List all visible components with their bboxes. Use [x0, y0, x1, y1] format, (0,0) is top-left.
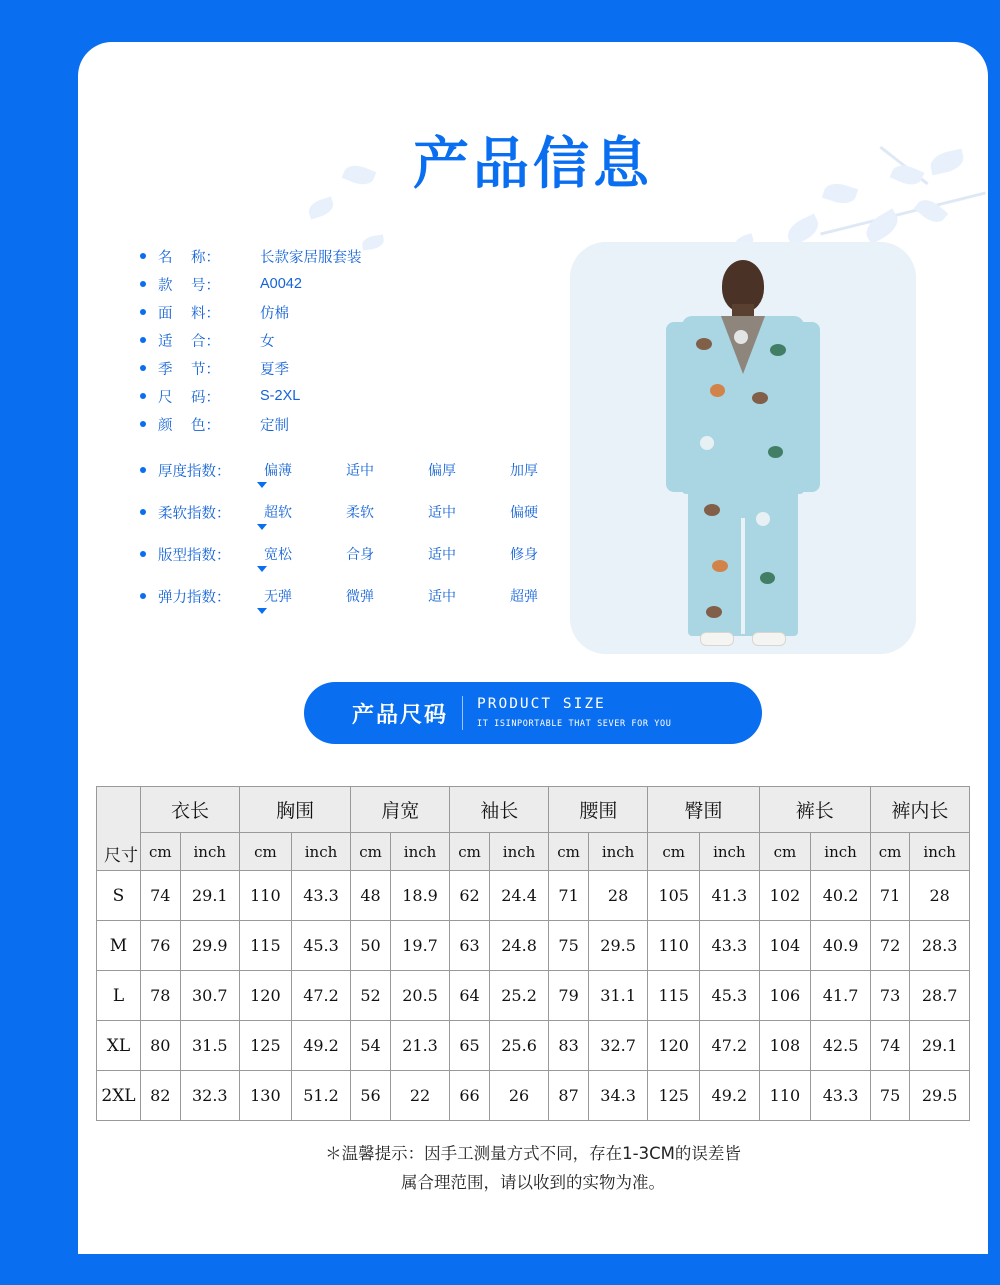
cell: 40.2 [811, 871, 871, 921]
unit-header: inch [700, 833, 760, 871]
index-option: 超弹 [510, 588, 538, 604]
print-motif [770, 344, 786, 356]
attribute-label: 款 号： [158, 277, 221, 294]
list-item [140, 298, 470, 326]
table-row [97, 921, 970, 971]
bullet-icon [140, 365, 146, 371]
index-label: 版型指数： [158, 548, 231, 564]
cell: 19.7 [390, 921, 450, 971]
cell: 34.3 [588, 1071, 648, 1121]
cell: 20.5 [390, 971, 450, 1021]
cell: 45.3 [700, 971, 760, 1021]
cell: 110 [759, 1071, 811, 1121]
size-label: L [97, 971, 141, 1021]
measure-header: 裤长 [759, 787, 870, 833]
table-header-row [97, 787, 970, 833]
print-motif [696, 338, 712, 350]
index-marker-icon [257, 482, 267, 488]
size-label: XL [97, 1021, 141, 1071]
list-item [140, 326, 470, 354]
cell: 52 [351, 971, 391, 1021]
leg-gap [741, 518, 745, 634]
cell: 71 [870, 871, 910, 921]
cell: 125 [648, 1071, 700, 1121]
cell: 26 [489, 1071, 549, 1121]
v-neck-opening [721, 316, 765, 374]
index-label: 柔软指数： [158, 506, 231, 522]
index-option: 加厚 [510, 462, 538, 478]
table-row [97, 871, 970, 921]
size-table-wrapper [96, 786, 970, 1121]
cell: 76 [141, 921, 181, 971]
list-item [140, 382, 470, 410]
index-marker-icon [257, 608, 267, 614]
cell: 115 [648, 971, 700, 1021]
unit-header: cm [351, 833, 391, 871]
attribute-label: 适 合： [158, 333, 221, 350]
attribute-value: A0042 [260, 276, 302, 292]
cell: 22 [390, 1071, 450, 1121]
cell: 47.2 [700, 1021, 760, 1071]
index-option: 柔软 [346, 504, 374, 520]
unit-header: cm [141, 833, 181, 871]
size-label: 2XL [97, 1071, 141, 1121]
cell: 31.1 [588, 971, 648, 1021]
measure-header: 胸围 [240, 787, 351, 833]
cell: 71 [549, 871, 589, 921]
attribute-value: 定制 [260, 417, 289, 434]
index-marker-icon [257, 566, 267, 572]
cell: 28 [588, 871, 648, 921]
cell: 66 [450, 1071, 490, 1121]
attribute-label: 面 料： [158, 305, 221, 322]
cell: 75 [549, 921, 589, 971]
note-line-1: ＊温馨提示：因手工测量方式不同，存在1-3CM的误差皆 [325, 1144, 741, 1163]
attribute-value: 夏季 [260, 361, 289, 378]
index-label: 弹力指数： [158, 590, 231, 606]
unit-header: cm [240, 833, 292, 871]
cell: 74 [870, 1021, 910, 1071]
table-row [97, 971, 970, 1021]
print-motif [712, 560, 728, 572]
cell: 49.2 [700, 1071, 760, 1121]
unit-header: inch [489, 833, 549, 871]
banner-title-en: PRODUCT SIZE [477, 695, 606, 712]
cell: 43.3 [291, 871, 351, 921]
size-label: S [97, 871, 141, 921]
slipper-right [752, 632, 786, 646]
bullet-icon [140, 337, 146, 343]
list-item [140, 354, 470, 382]
cell: 64 [450, 971, 490, 1021]
unit-header: inch [180, 833, 240, 871]
index-label: 厚度指数： [158, 464, 231, 480]
cell: 80 [141, 1021, 181, 1071]
index-option: 合身 [346, 546, 374, 562]
product-info-card [78, 42, 988, 1254]
cell: 102 [759, 871, 811, 921]
index-marker-icon [257, 524, 267, 530]
table-unit-row [97, 833, 970, 871]
print-motif [700, 436, 714, 450]
bullet-icon [140, 551, 146, 557]
cell: 62 [450, 871, 490, 921]
model-illustration [682, 260, 804, 636]
measure-header: 肩宽 [351, 787, 450, 833]
index-option: 超软 [264, 504, 292, 520]
size-label: M [97, 921, 141, 971]
cell: 29.1 [910, 1021, 970, 1071]
cell: 29.5 [910, 1071, 970, 1121]
cell: 18.9 [390, 871, 450, 921]
cell: 41.7 [811, 971, 871, 1021]
cell: 120 [240, 971, 292, 1021]
cell: 32.3 [180, 1071, 240, 1121]
cell: 43.3 [811, 1071, 871, 1121]
cell: 49.2 [291, 1021, 351, 1071]
attribute-value: 仿棉 [260, 305, 289, 322]
measurement-note [78, 1140, 988, 1198]
attribute-label: 季 节： [158, 361, 221, 378]
size-table [96, 786, 970, 1121]
index-option: 适中 [428, 504, 456, 520]
cell: 28.7 [910, 971, 970, 1021]
cell: 115 [240, 921, 292, 971]
cell: 47.2 [291, 971, 351, 1021]
index-scale-group [140, 460, 540, 628]
measure-header: 裤内长 [870, 787, 969, 833]
cell: 51.2 [291, 1071, 351, 1121]
unit-header: cm [870, 833, 910, 871]
cell: 79 [549, 971, 589, 1021]
unit-header: cm [450, 833, 490, 871]
cell: 108 [759, 1021, 811, 1071]
cell: 29.9 [180, 921, 240, 971]
index-option: 适中 [428, 546, 456, 562]
cell: 29.1 [180, 871, 240, 921]
cell: 83 [549, 1021, 589, 1071]
cell: 25.6 [489, 1021, 549, 1071]
unit-header: inch [910, 833, 970, 871]
note-line-2: 属合理范围，请以收到的实物为准。 [401, 1172, 665, 1192]
list-item [140, 270, 470, 298]
cell: 82 [141, 1071, 181, 1121]
print-motif [760, 572, 775, 584]
unit-header: inch [811, 833, 871, 871]
cell: 110 [240, 871, 292, 921]
index-option: 修身 [510, 546, 538, 562]
cell: 24.8 [489, 921, 549, 971]
measure-header: 衣长 [141, 787, 240, 833]
cell: 29.5 [588, 921, 648, 971]
print-motif [768, 446, 783, 458]
index-option: 适中 [346, 462, 374, 478]
attribute-value: S-2XL [260, 388, 301, 404]
bullet-icon [140, 509, 146, 515]
divider [462, 696, 463, 730]
cell: 28.3 [910, 921, 970, 971]
print-motif [704, 504, 720, 516]
index-row-softness [140, 502, 540, 525]
cell: 110 [648, 921, 700, 971]
unit-header: cm [759, 833, 811, 871]
attribute-label: 名 称： [158, 249, 221, 266]
measure-header: 臀围 [648, 787, 759, 833]
print-motif [756, 512, 770, 526]
bullet-icon [140, 253, 146, 259]
list-item [140, 410, 470, 438]
product-attribute-list [140, 242, 470, 438]
banner-subtitle-en: IT ISINPORTABLE THAT SEVER FOR YOU [477, 719, 672, 730]
attribute-value: 长款家居服套装 [260, 249, 362, 266]
index-option: 微弹 [346, 588, 374, 604]
cell: 40.9 [811, 921, 871, 971]
index-option: 宽松 [264, 546, 292, 562]
bullet-icon [140, 593, 146, 599]
cell: 25.2 [489, 971, 549, 1021]
banner-title-cn: 产品尺码 [352, 702, 449, 728]
attribute-label: 颜 色： [158, 417, 221, 434]
page-title: 产品信息 [413, 132, 653, 197]
list-item [140, 242, 470, 270]
cell: 78 [141, 971, 181, 1021]
print-motif [734, 330, 748, 344]
cell: 104 [759, 921, 811, 971]
index-option: 适中 [428, 588, 456, 604]
cell: 42.5 [811, 1021, 871, 1071]
unit-header: cm [648, 833, 700, 871]
index-option: 偏硬 [510, 504, 538, 520]
table-corner-label: 尺寸 [97, 787, 141, 871]
table-row [97, 1021, 970, 1071]
cell: 30.7 [180, 971, 240, 1021]
slipper-left [700, 632, 734, 646]
cell: 43.3 [700, 921, 760, 971]
cell: 72 [870, 921, 910, 971]
bullet-icon [140, 281, 146, 287]
unit-header: cm [549, 833, 589, 871]
cell: 28 [910, 871, 970, 921]
bullet-icon [140, 309, 146, 315]
cell: 41.3 [700, 871, 760, 921]
cell: 120 [648, 1021, 700, 1071]
cell: 50 [351, 921, 391, 971]
index-option: 无弹 [264, 588, 292, 604]
bullet-icon [140, 467, 146, 473]
print-motif [752, 392, 768, 404]
cell: 65 [450, 1021, 490, 1071]
cell: 106 [759, 971, 811, 1021]
unit-header: inch [291, 833, 351, 871]
product-size-banner [304, 682, 762, 744]
cell: 87 [549, 1071, 589, 1121]
cell: 45.3 [291, 921, 351, 971]
cell: 105 [648, 871, 700, 921]
attribute-value: 女 [260, 333, 275, 350]
print-motif [706, 606, 722, 618]
bullet-icon [140, 421, 146, 427]
cell: 63 [450, 921, 490, 971]
index-row-thickness [140, 460, 540, 483]
cell: 130 [240, 1071, 292, 1121]
cell: 73 [870, 971, 910, 1021]
print-motif [710, 384, 725, 397]
index-row-elasticity [140, 586, 540, 609]
cell: 24.4 [489, 871, 549, 921]
cell: 125 [240, 1021, 292, 1071]
unit-header: inch [588, 833, 648, 871]
cell: 54 [351, 1021, 391, 1071]
cell: 21.3 [390, 1021, 450, 1071]
index-row-fit [140, 544, 540, 567]
table-row [97, 1071, 970, 1121]
cell: 74 [141, 871, 181, 921]
index-option: 偏薄 [264, 462, 292, 478]
cell: 48 [351, 871, 391, 921]
unit-header: inch [390, 833, 450, 871]
measure-header: 腰围 [549, 787, 648, 833]
product-photo [570, 242, 916, 654]
index-option: 偏厚 [428, 462, 456, 478]
attribute-label: 尺 码： [158, 389, 221, 406]
measure-header: 袖长 [450, 787, 549, 833]
cell: 75 [870, 1071, 910, 1121]
bullet-icon [140, 393, 146, 399]
cell: 31.5 [180, 1021, 240, 1071]
cell: 56 [351, 1071, 391, 1121]
cell: 32.7 [588, 1021, 648, 1071]
